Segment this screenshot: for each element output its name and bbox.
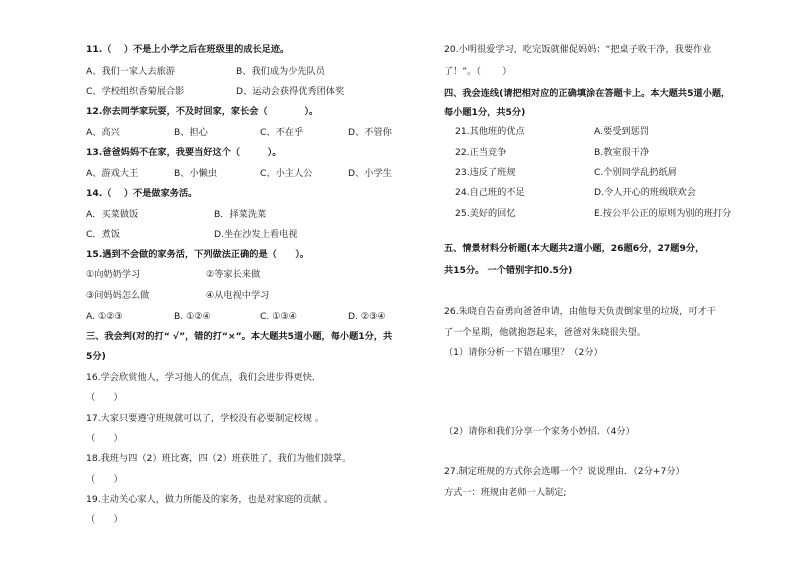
- match-left-22: 22.正当竞争: [455, 147, 507, 158]
- match-right-b: B.教室很干净: [594, 147, 650, 158]
- q14-stem: 14.（ ）不是做家务活。: [86, 188, 198, 199]
- q26-subquestion-2: （2）请你和我们分享一个家务小妙招．（4分）: [444, 426, 635, 437]
- match-right-e: E.按公平公正的原则为别的班打分: [594, 208, 732, 219]
- match-right-c: C.个别同学乱扔纸屑: [594, 167, 677, 178]
- section-5-heading-cont: 共15分。 一个错别字扣0.5分): [444, 265, 573, 276]
- q19-text: 19.主动关心家人，做力所能及的家务，也是对家庭的贡献 。: [86, 494, 334, 505]
- q14-option-a: A．买菜做饭: [86, 209, 139, 220]
- q15-statement-2: ②等家长来做: [206, 269, 261, 280]
- q11-option-a: A、我们一家人去旅游: [86, 66, 175, 77]
- q16-answer-paren: （ ）: [86, 392, 123, 403]
- q16-text: 16.学会欣赏他人，学习他人的优点，我们会进步得更快．: [86, 372, 322, 383]
- q14-option-b: B．择菜洗菜: [214, 209, 267, 220]
- q13-option-c: C、小主人公: [260, 168, 313, 179]
- q14-option-d: D.坐在沙发上看电视: [214, 229, 298, 240]
- q11-stem: 11.（ ）不是上小学之后在班级里的成长足迹。: [86, 44, 290, 55]
- q13-option-b: B、小懒虫: [174, 168, 218, 179]
- q13-option-d: D、小学生: [348, 168, 392, 179]
- match-left-23: 23.违反了班规: [455, 167, 516, 178]
- q17-answer-paren: （ ）: [86, 433, 123, 444]
- q15-statement-3: ③问妈妈怎么做: [86, 290, 150, 301]
- match-left-25: 25.美好的回忆: [455, 208, 516, 219]
- q17-text: 17.大家只要遵守班规就可以了，学校没有必要制定校规 。: [86, 413, 325, 424]
- q20-text-cont: 了！”。（ ）: [444, 66, 512, 77]
- section-3-heading-cont: 5分): [86, 351, 106, 362]
- q15-stem: 15.遇到不会做的家务活，下列做法正确的是（ ）。: [86, 249, 309, 260]
- q26-text-cont: 了一个星期，他就抱怨起来，爸爸对朱晓很失望。: [444, 327, 647, 338]
- match-left-24: 24.自己班的不足: [455, 187, 525, 198]
- q11-option-b: B、我们成为少先队员: [236, 66, 325, 77]
- section-4-heading-cont: 每小题1分，共5分): [444, 107, 526, 118]
- q15-option-c: C. ①③④: [260, 311, 297, 322]
- section-4-heading: 四、我会连线(请把相对应的正确填涂在答题卡上。本大题共5道小题，: [444, 88, 731, 99]
- q13-option-a: A、游戏大王: [86, 168, 139, 179]
- q12-option-b: B、担心: [174, 127, 208, 138]
- q12-option-a: A、高兴: [86, 127, 120, 138]
- q26-subquestion-1: （1）请你分析一下错在哪里？（2分）: [444, 347, 603, 358]
- q12-option-d: D、不管你: [348, 127, 392, 138]
- q15-statement-4: ④从电视中学习: [206, 290, 270, 301]
- q13-stem: 13.爸爸妈妈不在家，我要当好这个（ ）。: [86, 147, 282, 158]
- q15-option-d: D. ②③④: [348, 311, 386, 322]
- section-3-heading: 三、我会判(对的打“ √”，错的打“×”。本大题共5道小题，每小题1分，共: [86, 331, 393, 342]
- q15-statement-1: ①向奶奶学习: [86, 269, 141, 280]
- q20-text: 20.小明很爱学习，吃完饭就催促妈妈：“把桌子收干净，我要作业: [444, 44, 712, 55]
- q27-way-1: 方式一：班规由老师一人制定;: [444, 487, 567, 498]
- q19-answer-paren: （ ）: [86, 514, 123, 525]
- q14-option-c: C．煮饭: [86, 229, 120, 240]
- q12-stem: 12.你去同学家玩耍，不及时回家，家长会（ ）。: [86, 106, 319, 117]
- q15-option-a: A. ①②③: [86, 311, 123, 322]
- match-right-d: D.令人开心的班级联欢会: [594, 187, 696, 198]
- q26-text: 26.朱晓自告奋勇向爸爸申请，由他每天负责倒家里的垃圾，可才干: [444, 306, 716, 317]
- match-right-a: A.要受到惩罚: [594, 126, 649, 137]
- q18-text: 18.我班与四（2）班比赛，四（2）班获胜了，我们为他们鼓掌。: [86, 453, 352, 464]
- q12-option-c: C、不在乎: [260, 127, 304, 138]
- q11-option-c: C、学校组织香菊展合影: [86, 86, 185, 97]
- q27-text: 27.制定班规的方式你会选哪一个？说说理由．（2分+7分）: [444, 466, 685, 477]
- section-5-heading: 五、情景材料分析题(本大题共2道小题，26题6分，27题9分，: [444, 243, 705, 254]
- q18-answer-paren: （ ）: [86, 474, 123, 485]
- q15-option-b: B. ①②④: [174, 311, 211, 322]
- q11-option-d: D、运动会获得优秀团体奖: [236, 86, 345, 97]
- match-left-21: 21.其他班的优点: [455, 126, 525, 137]
